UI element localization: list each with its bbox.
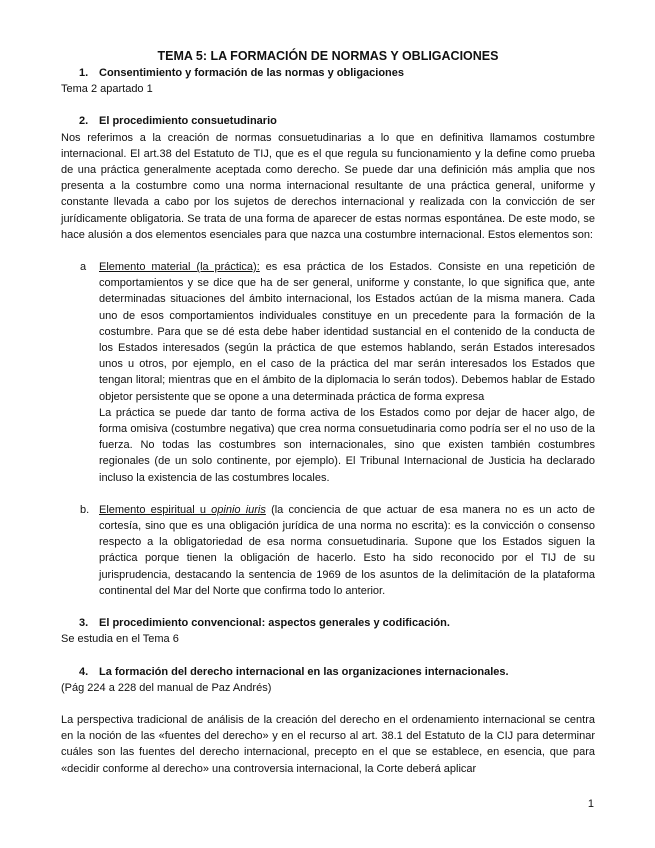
section-heading-3 [61, 615, 595, 631]
page-number: 1 [587, 798, 594, 810]
section-number: 4. [79, 665, 89, 678]
section-note: (Pág 224 a 228 del manual de Paz Andrés) [61, 681, 272, 694]
section-heading-text: El procedimiento convencional: aspectos generales y codificación. [99, 617, 450, 630]
document-page [61, 48, 595, 777]
list-item-b [61, 502, 595, 599]
list-text: es esa práctica de los Estados. Consiste en una repetición de comportamientos y se dice que ha de ser general, uniforme y constante, lo que significa que, ante determinadas situaciones del ámbito internacional, los Estados actúan de la misma manera. Cada uno de esos comportamientos individuales constituye en un precedente para la formación de la costumbre. Para que se dé esta debe haber identidad sustancial en el contenido de la conducta de los Estados interesados (según la práctica de que estemos hablando, serán Estados interesados unos u otros, por ejemplo, en el caso de la práctica del mar serán interesados los Estados que tengan litoral; mientras que en el ámbito de la diplomacia lo serán todos). Debemos hablar de Estado objetor persistente que se opone a una determinada práctica de forma expresa [99, 261, 595, 403]
section-heading-4 [61, 664, 595, 680]
list-marker: a [80, 261, 87, 274]
section-number: 2. [79, 115, 89, 128]
section-heading-text: La formación del derecho internacional en las organizaciones internacionales. [99, 665, 509, 678]
list-text-continued: La práctica se puede dar tanto de forma activa de los Estados como por dejar de hacer algo, de forma omisiva (costumbre negativa) que crea norma consuetudinaria como podría ser el no uso de la fuerza. No todas las costumbres son internacionales, sino que existen también costumbres regionales (de un solo continente, por ejemplo). El Tribunal Internacional de Justicia ha declarado incluso la existencia de las costumbres locales. [99, 406, 595, 484]
section-number: 1. [79, 67, 89, 79]
list-term [99, 504, 266, 516]
list-marker: b. [80, 503, 90, 516]
list-text: (la conciencia de que actuar de esa manera no es un acto de cortesía, sino que es una obligación jurídica de una norma no escrita): es la convicción o consenso respecto a la obligatoriedad de esa norma consuetudinaria. Supone que los Estados siguen la práctica porque tienen la obligación de hacerlo. Esto ha sido reconocido por el TIJ de su jurisprudencia, destacando la sentencia de 1969 de los asuntos de la delimitación de la plataforma continental del Mar del Norte que confirma todo lo anterior. [99, 503, 595, 597]
list-item-a [61, 259, 595, 486]
list-term: Elemento material (la práctica): [99, 261, 260, 274]
section-note: Tema 2 apartado 1 [61, 83, 153, 96]
list-term-italic: opinio iuris [211, 503, 266, 516]
section-heading-text: Consentimiento y formación de las normas y obligaciones [99, 67, 405, 79]
paragraph: Nos referimos a la creación de normas consuetudinarias a lo que en definitiva llamamos costumbre internacional. El art.38 del Estatuto de TIJ, que es el que regula su funcionamiento y la define como prueba de una práctica generalmente aceptada como derecho. Se puede dar una definición más amplia que nos presenta a la costumbre como una norma internacional resultante de una práctica general, uniforme y constante llevada a cabo por los sujetos de derechos internacional y realizada con la convicción de ser jurídicamente obligatoria. Se trata de una forma de aparecer de estas normas espontánea. De este modo, se hace alusión a dos elementos esenciales para que nazca una costumbre internacional. Estos elementos son: [61, 131, 595, 241]
section-heading-text: El procedimiento consuetudinario [99, 115, 277, 128]
paragraph: La perspectiva tradicional de análisis de la creación del derecho en el ordenamiento internacional se centra en la noción de las «fuentes del derecho» y en el recurso al art. 38.1 del Estatuto de la CIJ para determinar cuáles son las fuentes del derecho internacional, precepto en el que se establece, en esencia, que para «decidir conforme al derecho» una controversia internacional, la Corte deberá aplicar [61, 713, 595, 775]
section-note: Se estudia en el Tema 6 [61, 633, 179, 646]
section-heading-1 [61, 65, 595, 81]
list-term-text: Elemento espiritual u [99, 503, 206, 516]
section-number: 3. [79, 617, 89, 630]
document-title: TEMA 5: LA FORMACIÓN DE NORMAS Y OBLIGACIONES [157, 49, 499, 63]
section-heading-2 [61, 113, 595, 129]
